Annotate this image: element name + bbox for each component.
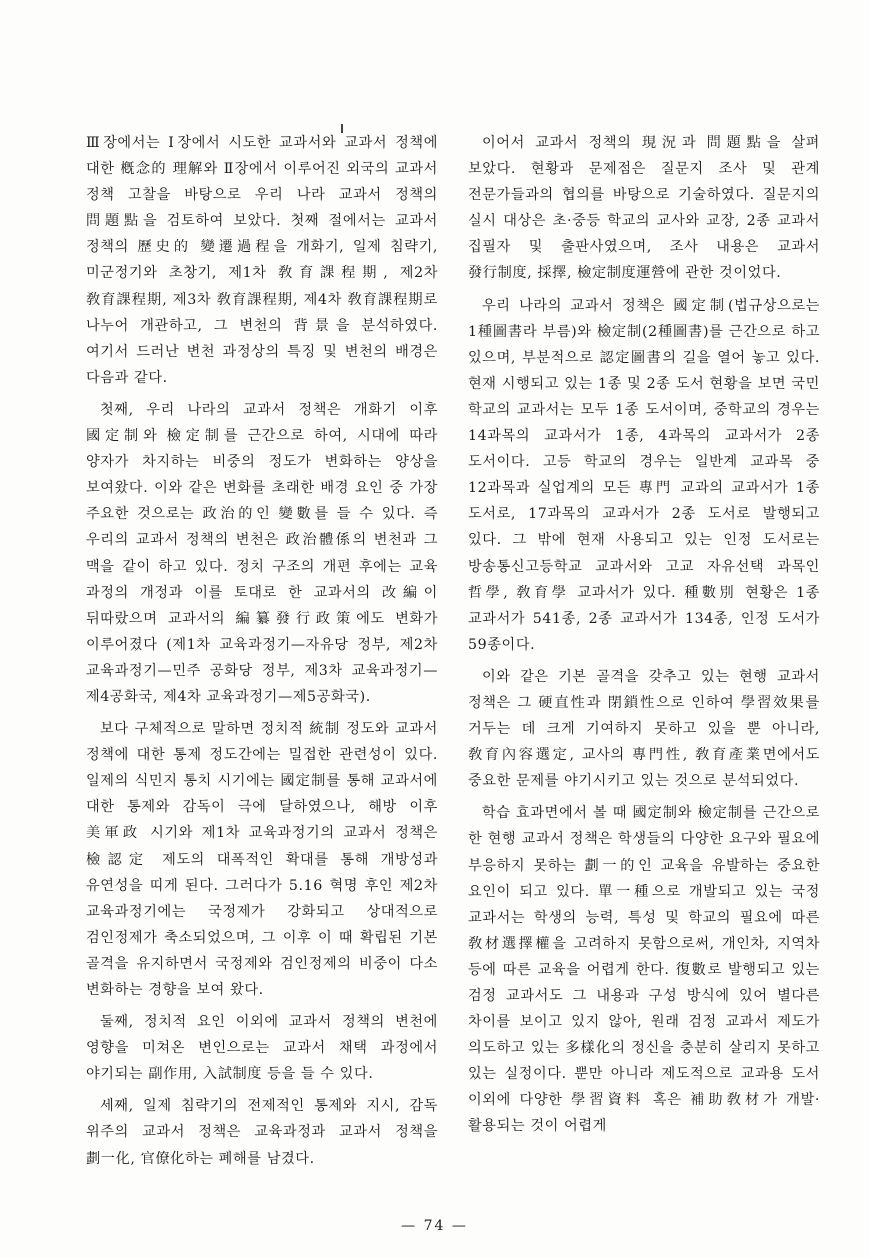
paragraph: 첫째, 우리 나라의 교과서 정책은 개화기 이후 國定制와 檢定制를 근간으로 하여, 시대에 따라 양자가 차지하는 비중의 정도가 변화하는 양상을 보여왔다. 이와 같은 변화를 초래한 배경 요인 중 가장 주요한 것으로는 政治的인 變數를 들 수 있다. 즉 우리의 교과서 정책의 변천은 政治體係의 변천과 그 맥을 같이 하고 있다. 정치 구조의 개편 후에는 교육 과정의 개정과 이를 토대로 한 교과서의 改編이 뒤따랐으며 교과서의 編纂發行政策에도 변화가 이루어졌다 (제1차 교육과정기—자유당 정부, 제2차 교육과정기—민주 공화당 정부, 제3차 교육과정기—제4공화국, 제4차 교육과정기—제5공화국). — [86, 401, 438, 705]
paragraph: 학습 효과면에서 볼 때 國定制와 檢定制를 근간으로 한 현행 교과서 정책은 학생들의 다양한 요구와 필요에 부응하지 못하는 劃一的인 교육을 유발하는 중요한 요인이 되고 있다. 單一種으로 개발되고 있는 국정 교과서는 학생의 능력, 특성 및 학교의 필요에 따른 敎材選擇權을 고려하지 못함으로써, 개인차, 지역차 등에 따른 교육을 어렵게 한다. 復數로 발행되고 있는 검정 교과서도 그 내용과 구성 방식에 있어 별다른 차이를 보이고 있지 않아, 원래 검정 교과서 제도가 의도하고 있는 多樣化의 정신을 충분히 살리지 못하고 있는 실정이다. 뿐만 아니라 제도적으로 교과용 도서 이외에 다양한 學習資料 혹은 補助敎材가 개발·활용되는 것이 어렵게 — [468, 805, 820, 1135]
paragraph: 우리 나라의 교과서 정책은 國定制(법규상으로는 1種圖書라 부름)와 檢定制(2種圖書)를 근간으로 하고 있으며, 부분적으로 認定圖書의 길을 열어 놓고 있다. 현재 시행되고 있는 1종 및 2종 도서 현황을 보면 국민 학교의 교과서는 모두 1종 도서이며, 중학교의 경우는 14과목의 교과서가 1종, 4과목의 교과서가 2종 도서이다. 고등 학교의 경우는 일반계 교과목 중 12과목과 실업계의 모든 專門 교과의 교과서가 1종 도서로, 17과목의 교과서가 2종 도서로 발행되고 있다. 그 밖에 현재 사용되고 있는 인정 도서로는 방송통신고등학교 교과서와 고교 자유선택 과목인 哲學, 敎育學 교과서가 있다. 種數別 현황은 1종 교과서가 541종, 2종 교과서가 134종, 인정 도서가 59종이다. — [468, 297, 820, 653]
page-number: — 74 — — [401, 1218, 468, 1234]
paragraph: 이어서 교과서 정책의 現況과 問題點을 살펴 보았다. 현황과 문제점은 질문지 조사 및 관계 전문가들과의 협의를 바탕으로 기술하였다. 질문지의 실시 대상은 초·중등 학교의 교사와 교장, 2종 교과서 집필자 및 출판사였으며, 조사 내용은 교과서 發行制度, 採擇, 檢定制度運營에 관한 것이었다. — [468, 135, 820, 282]
paragraph: 이와 같은 기본 골격을 갖추고 있는 현행 교과서 정책은 그 硬直性과 閉鎖性으로 인하여 學習效果를 거두는 데 크게 기여하지 못하고 있을 뿐 아니라, 敎育內容選定, 교사의 專門性, 敎育產業면에서도 중요한 문제를 야기시키고 있는 것으로 분석되었다. — [468, 668, 820, 790]
right-column — [468, 130, 820, 1146]
paragraph: 세째, 일제 침략기의 전제적인 통제와 지시, 감독 위주의 교과서 정책은 교육과정과 교과서 정책을 劃一化, 官僚化하는 폐해를 남겼다. — [86, 1098, 438, 1167]
left-column — [86, 130, 438, 1178]
paragraph: 둘째, 정치적 요인 이외에 교과서 정책의 변천에 영향을 미쳐온 변인으로는 교과서 채택 과정에서 야기되는 副作用, 入試制度 등을 들 수 있다. — [86, 1014, 438, 1083]
paragraph: 보다 구체적으로 말하면 정치적 統制 정도와 교과서 정책에 대한 통제 정도간에는 밀접한 관련성이 있다. 일제의 식민지 통치 시기에는 國定制를 통해 교과서에 대한 통제와 감독이 극에 달하였으나, 해방 이후 美軍政 시기와 제1차 교육과정기의 교과서 정책은 檢認定 제도의 대폭적인 확대를 통해 개방성과 유연성을 띠게 된다. 그러다가 5.16 혁명 후인 제2차 교육과정기에는 국정제가 강화되고 상대적으로 검인정제가 축소되었으며, 그 이후 이 때 확립된 기본 골격을 유지하면서 국정제와 검인정제의 비중이 다소 변화하는 경향을 보여 왔다. — [86, 721, 438, 998]
paragraph: Ⅲ장에서는 Ⅰ장에서 시도한 교과서와 교과서 정책에 대한 槪念的 理解와 Ⅱ장에서 이루어진 외국의 교과서 정책 고찰을 바탕으로 우리 나라 교과서 정책의 問題點을 검토하여 보았다. 첫째 절에서는 교과서 정책의 歷史的 變遷過程을 개화기, 일제 침략기, 미군정기와 초창기, 제1차 敎育課程期, 제2차 敎育課程期, 제3차 敎育課程期, 제4차 敎育課程期로 나누어 개관하고, 그 변천의 背景을 분석하였다. 여기서 드러난 변천 과정상의 특징 및 변천의 배경은 다음과 같다. — [86, 135, 438, 386]
